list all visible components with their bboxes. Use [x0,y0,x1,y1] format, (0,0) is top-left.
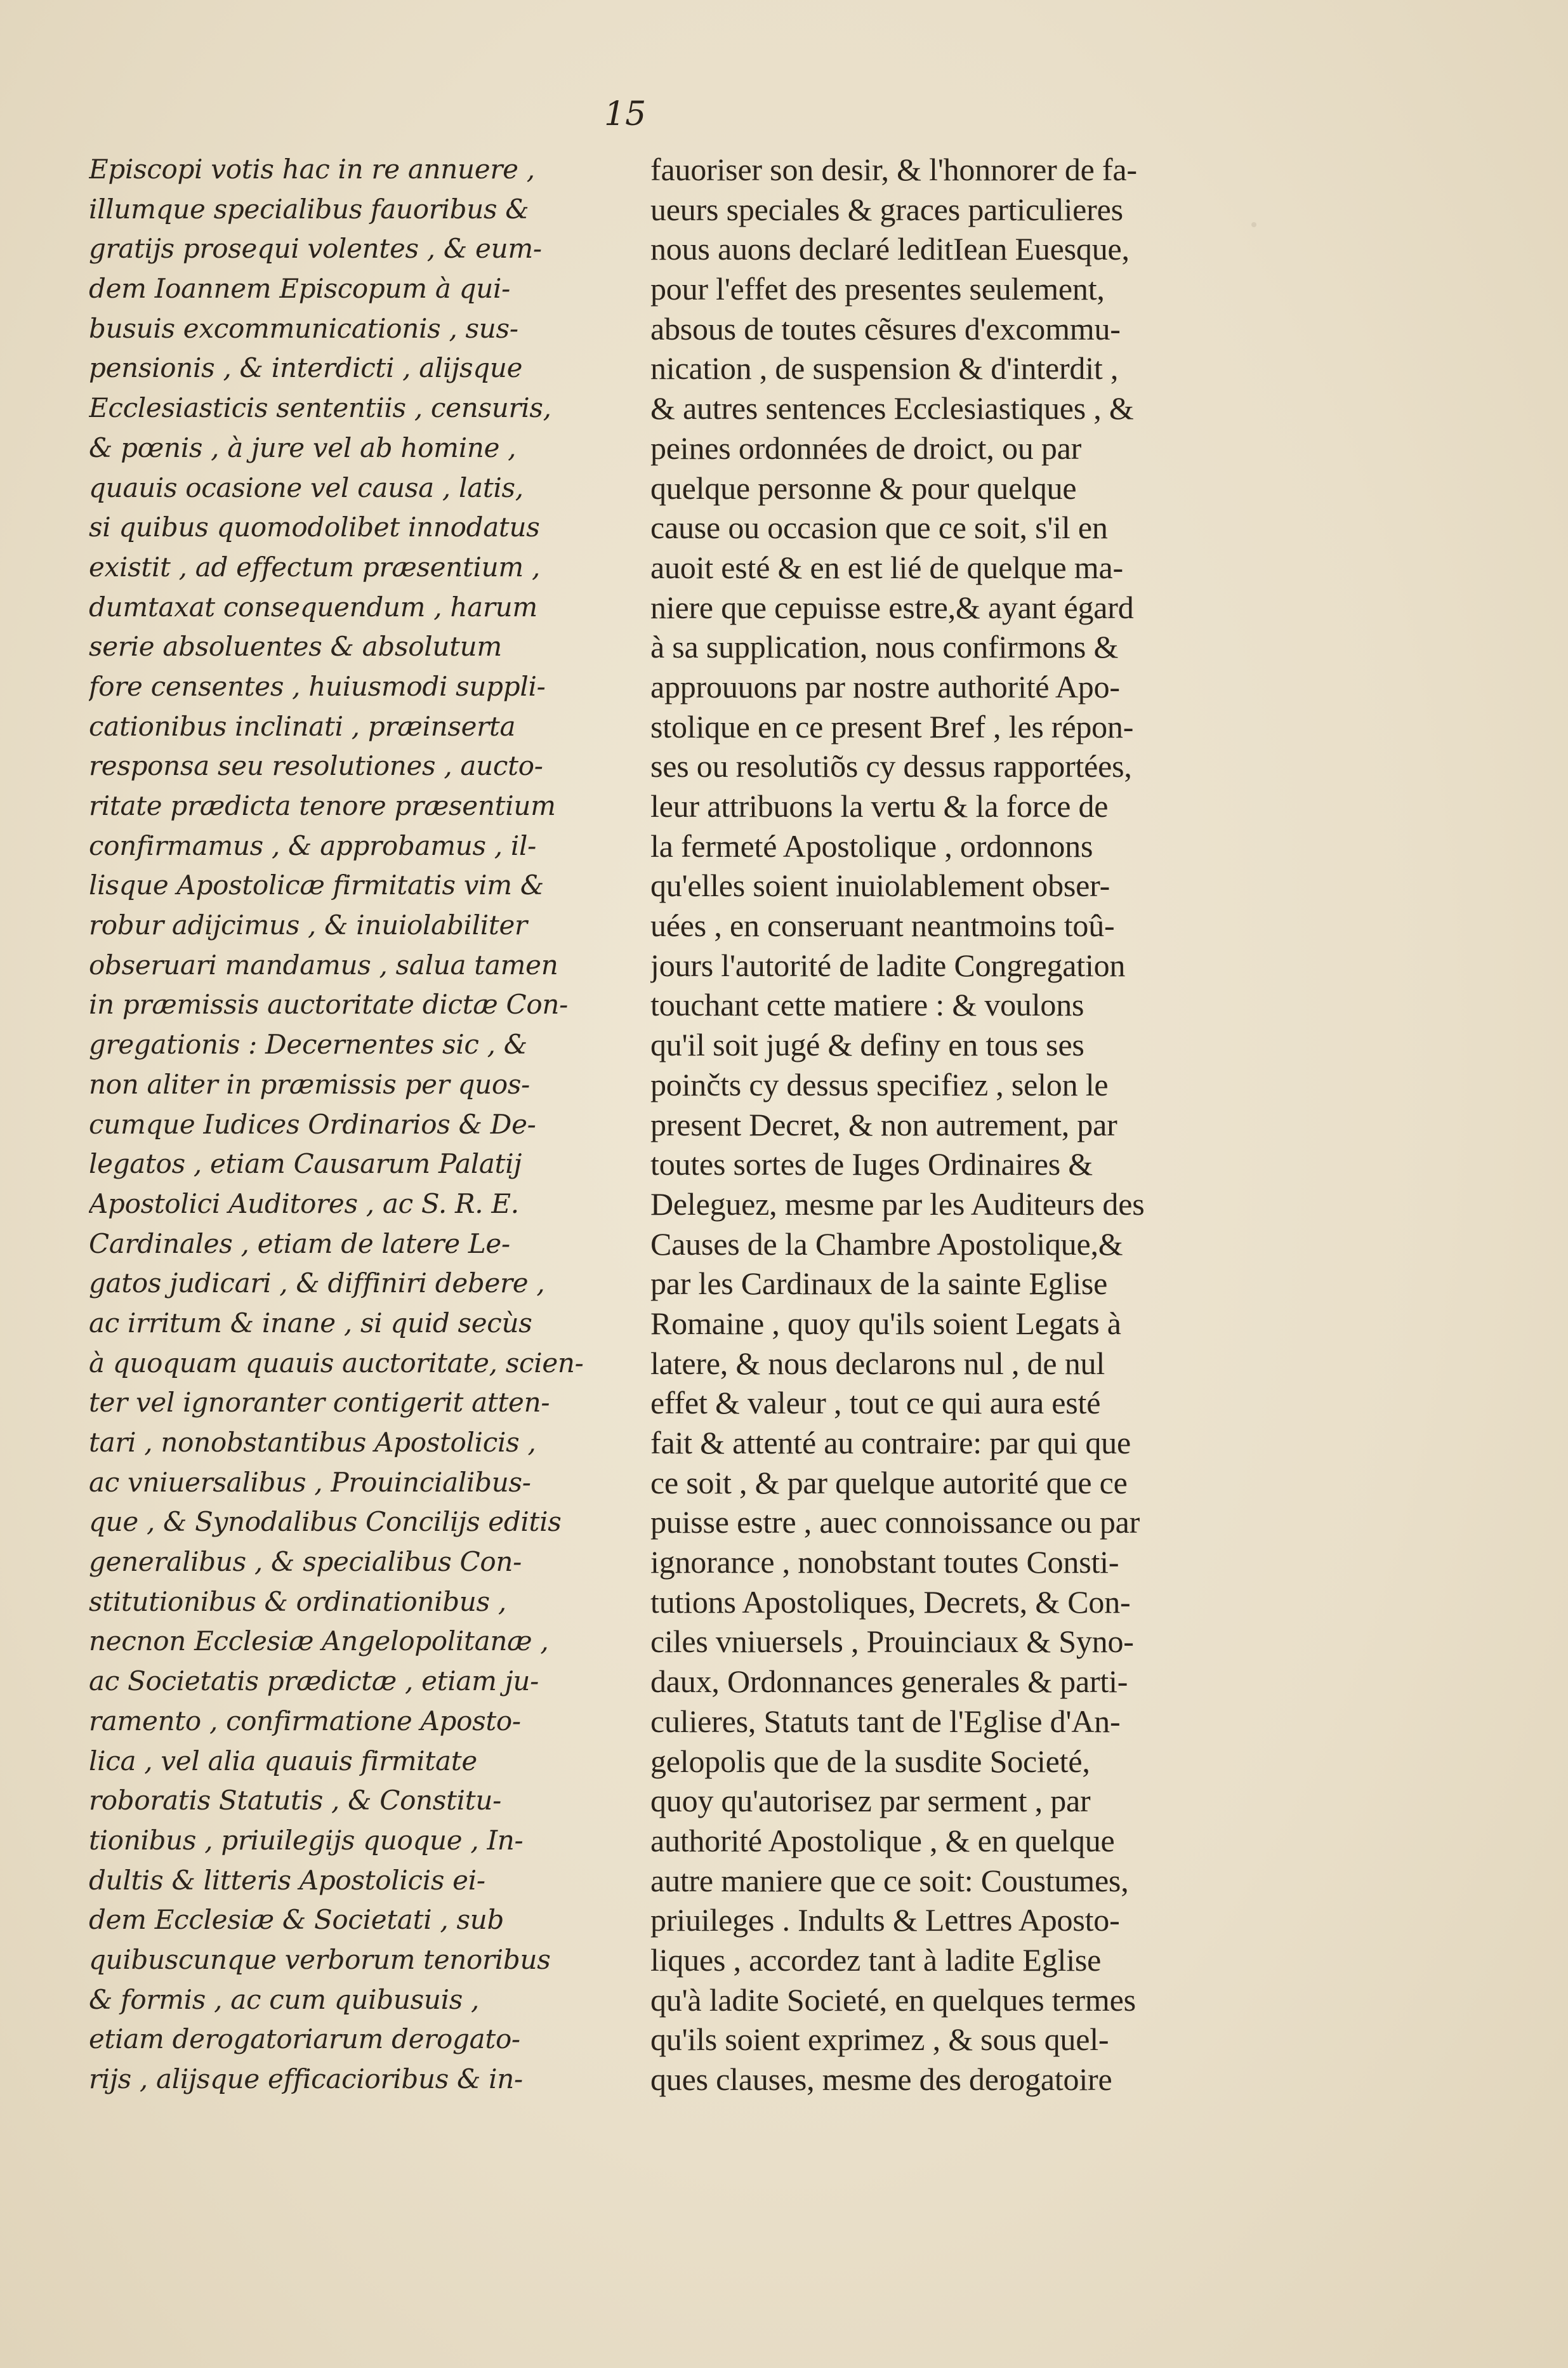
latin-text-line: ac irritum & inane , si quid secùs [89,1307,532,1339]
french-text-line: & autres sentences Ecclesiastiques , & [650,390,1134,427]
french-text-line: auoit esté & en est lié de quelque ma- [650,549,1123,585]
latin-text-line: ac Societatis prædictæ , etiam ju- [89,1665,539,1697]
french-text-line: ueurs speciales & graces particulieres [650,191,1123,227]
french-text-line: qu'ils soient exprimez , & sous quel- [650,2021,1109,2058]
french-text-line: liques , accordez tant à ladite Eglise [650,1941,1102,1978]
french-text-line: niere que cepuisse estre,& ayant égard [650,589,1134,625]
french-text-line: ignorance , nonobstant toutes Consti- [650,1544,1119,1580]
french-text-line: gelopolis que de la susdite Societé, [650,1743,1090,1779]
latin-text-line: ritate prædicta tenore præsentium [89,790,556,821]
latin-text-line: lica , vel alia quauis firmitate [89,1745,477,1776]
french-text-line: Causes de la Chambre Apostolique,& [650,1226,1123,1262]
french-text-line: Deleguez, mesme par les Auditeurs des [650,1186,1145,1222]
french-text-line: ciles vniuersels , Prouinciaux & Syno- [650,1624,1134,1660]
french-text-line: qu'il soit jugé & definy en tous ses [650,1027,1084,1063]
paper-speck [1251,222,1256,227]
latin-text-line: dumtaxat consequendum , harum [89,591,537,623]
latin-text-line: confirmamus , & approbamus , il- [89,830,537,861]
french-text-line: absous de toutes cẽsures d'excommu- [650,310,1121,347]
latin-text-line: Episcopi votis hac in re annuere , [89,154,535,185]
latin-text-line: busuis excommunicationis , sus- [89,312,518,344]
latin-text-line: robur adijcimus , & inuiolabiliter [89,909,527,941]
latin-text-line: illumque specialibus fauoribus & [89,193,529,225]
latin-text-line: tari , nonobstantibus Apostolicis , [89,1427,536,1458]
latin-text-line: etiam derogatoriarum derogato- [89,2023,520,2055]
french-text-line: nication , de suspension & d'interdit , [650,350,1119,387]
french-text-line: leur attribuons la vertu & la force de [650,788,1109,824]
french-text-line: culieres, Statuts tant de l'Eglise d'An- [650,1703,1121,1739]
french-text-line: quelque personne & pour quelque [650,470,1077,506]
latin-text-line: Cardinales , etiam de latere Le- [89,1227,510,1259]
french-text-line: par les Cardinaux de la sainte Eglise [650,1266,1108,1302]
latin-text-line: gratijs prosequi volentes , & eum- [89,233,542,265]
latin-text-line: rijs , alijsque efficacioribus & in- [89,2063,523,2094]
latin-text-line: dem Ioannem Episcopum à qui- [89,273,510,305]
french-text-line: toutes sortes de Iuges Ordinaires & [650,1146,1093,1182]
latin-text-line: ac vniuersalibus , Prouincialibus- [89,1466,531,1498]
latin-text-line: & pœnis , à jure vel ab homine , [89,432,517,463]
french-text-line: present Decret, & non autrement, par [650,1106,1117,1142]
french-text-line: la fermeté Apostolique , ordonnons [650,828,1093,864]
latin-text-line: quauis ocasione vel causa , latis, [89,472,524,503]
french-text-line: quoy qu'autorisez par serment , par [650,1783,1091,1819]
latin-text-line: stitutionibus & ordinationibus , [89,1585,506,1617]
french-text-line: cause ou occasion que ce soit, s'il en [650,510,1108,546]
french-text-line: à sa supplication, nous confirmons & [650,629,1119,665]
french-text-line: jours l'autorité de ladite Congregation [650,947,1126,983]
french-text-line: latere, & nous declarons nul , de nul [650,1345,1105,1381]
french-text-line: daux, Ordonnances generales & parti- [650,1664,1128,1700]
latin-text-line: Apostolici Auditores , ac S. R. E. [89,1187,519,1219]
latin-text-line: gregationis : Decernentes sic , & [89,1029,527,1061]
latin-text-line: cumque Iudices Ordinarios & De- [89,1108,536,1140]
french-text-line: fait & attenté au contraire: par qui que [650,1425,1131,1460]
latin-text-line: serie absoluentes & absolutum [89,631,502,663]
latin-text-line: que , & Synodalibus Concilijs editis [89,1506,562,1538]
french-text-line: poinčts cy dessus specifiez , selon le [650,1066,1109,1102]
french-text-line: touchant cette matiere : & voulons [650,987,1084,1023]
latin-text-line: obseruari mandamus , salua tamen [89,949,558,981]
french-text-line: effet & valeur , tout ce qui aura esté [650,1385,1101,1421]
latin-text-line: si quibus quomodolibet innodatus [89,512,540,543]
latin-text-line: roboratis Statutis , & Constitu- [89,1785,501,1816]
french-text-line: ses ou resolutiõs cy dessus rapportées, [650,748,1132,784]
latin-text-line: ter vel ignoranter contigerit atten- [89,1387,550,1419]
latin-text-line: lisque Apostolicæ firmitatis vim & [89,870,544,901]
french-text-line: pour l'effet des presentes seulement, [650,271,1105,307]
latin-text-line: cationibus inclinati , præinserta [89,710,516,742]
latin-text-line: in præmissis auctoritate dictæ Con- [89,989,568,1021]
latin-text-line: gatos judicari , & diffiniri debere , [89,1267,545,1299]
latin-text-line: existit , ad effectum præsentium , [89,551,541,583]
latin-text-line: non aliter in præmissis per quos- [89,1068,530,1100]
latin-text-line: & formis , ac cum quibusuis , [89,1983,480,2015]
french-text-line: qu'à ladite Societé, en quelques termes [650,1981,1136,2018]
french-text-line: fauoriser son desir, & l'honnorer de fa- [650,152,1137,187]
french-text-line: Romaine , quoy qu'ils soient Legats à [650,1305,1121,1341]
french-text-line: ques clauses, mesme des derogatoire [650,2061,1112,2097]
latin-text-line: necnon Ecclesiæ Angelopolitanæ , [89,1625,549,1657]
french-text-line: priuileges . Indults & Lettres Aposto- [650,1902,1120,1938]
french-text-line: qu'elles soient inuiolablement obser- [650,868,1110,904]
french-text-line: autre maniere que ce soit: Coustumes, [650,1862,1129,1898]
french-column [650,150,1222,2100]
latin-text-line: ramento , confirmatione Aposto- [89,1705,521,1736]
latin-text-line: tionibus , priuilegijs quoque , In- [89,1824,524,1856]
french-text-line: authorité Apostolique , & en quelque [650,1822,1115,1858]
french-text-line: tutions Apostoliques, Decrets, & Con- [650,1584,1131,1620]
latin-text-line: dem Ecclesiæ & Societati , sub [89,1904,504,1936]
french-text-line: approuuons par nostre authorité Apo- [650,668,1120,704]
latin-text-line: dultis & litteris Apostolicis ei- [89,1864,485,1896]
french-text-line: ce soit , & par quelque autorité que ce [650,1464,1128,1500]
page-number: 15 [604,95,647,133]
latin-text-line: pensionis , & interdicti , alijsque [89,352,523,384]
french-text-line: peines ordonnées de droict, ou par [650,430,1082,466]
french-text-line: uées , en conseruant neantmoins toû- [650,908,1115,944]
latin-text-line: generalibus , & specialibus Con- [89,1546,522,1578]
latin-text-line: responsa seu resolutiones , aucto- [89,750,543,782]
latin-text-line: fore censentes , huiusmodi suppli- [89,670,546,702]
latin-text-line: à quoquam quauis auctoritate, scien- [89,1347,584,1379]
latin-text-line: legatos , etiam Causarum Palatij [89,1148,522,1180]
french-text-line: stolique en ce present Bref , les répon- [650,708,1134,744]
french-text-line: nous auons declaré leditIean Euesque, [650,231,1130,267]
latin-column [89,150,590,2100]
french-text-line: puisse estre , auec connoissance ou par [650,1504,1140,1540]
latin-text-line: quibuscunque verborum tenoribus [89,1943,551,1975]
latin-text-line: Ecclesiasticis sententiis , censuris, [89,392,551,424]
